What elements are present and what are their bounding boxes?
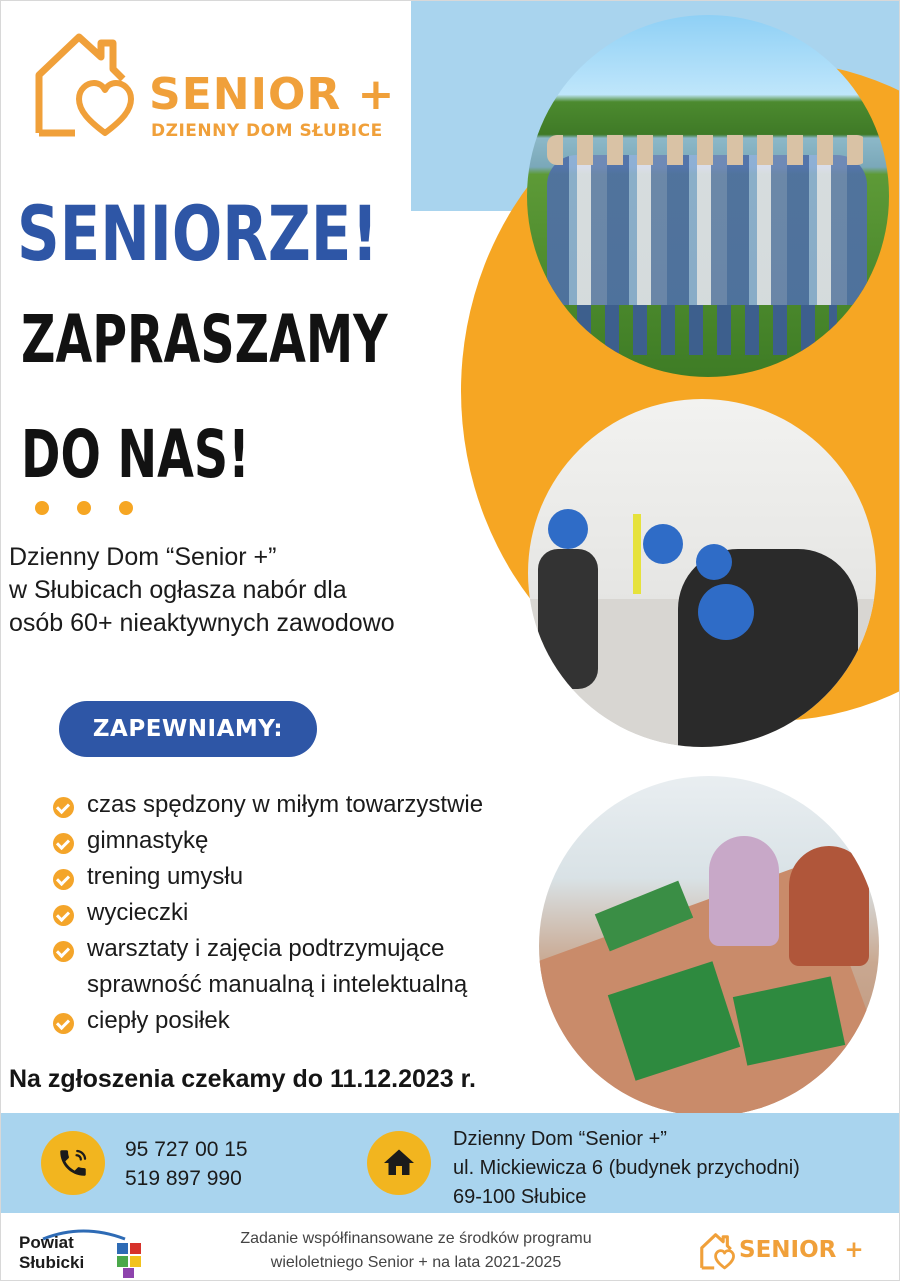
check-icon [53, 905, 74, 926]
home-icon [367, 1131, 431, 1195]
check-icon [53, 833, 74, 854]
check-icon [53, 797, 74, 818]
senior-plus-small-logo [699, 1229, 889, 1275]
headline-to-us: DO NAS! [21, 416, 250, 493]
list-item: ciepły posiłek [53, 1003, 573, 1039]
photo-exercise-class [528, 399, 876, 747]
powiat-text: Powiat [19, 1233, 74, 1252]
senior-plus-logo [31, 29, 411, 149]
logo-subtitle: DZIENNY DOM SŁUBICE [151, 121, 383, 141]
check-icon [53, 941, 74, 962]
photo-group-by-lake [527, 15, 889, 377]
photo-craft-workshop [539, 776, 879, 1116]
house-heart-icon [31, 29, 141, 139]
decorative-dots [35, 501, 133, 515]
intro-line: osób 60+ nieaktywnych zawodowo [9, 609, 395, 637]
address-line: 69-100 Słubice [453, 1186, 587, 1208]
list-item: trening umysłu [53, 859, 573, 895]
phone-number: 519 897 990 [125, 1167, 242, 1190]
powiat-text: Słubicki [19, 1253, 85, 1272]
list-item: czas spędzony w miłym towarzystwie [53, 787, 573, 823]
house-heart-icon [699, 1231, 737, 1271]
intro-line: Dzienny Dom “Senior +” [9, 543, 277, 571]
phone-icon [41, 1131, 105, 1195]
address-line: ul. Mickiewicza 6 (budynek przychodni) [453, 1157, 800, 1179]
check-icon [53, 869, 74, 890]
funding-line: Zadanie współfinansowane ze środków programu [240, 1230, 592, 1247]
headline-seniors: SENIORZE! [17, 189, 379, 278]
logo-title: SENIOR + [149, 69, 396, 120]
intro-line: w Słubicach ogłasza nabór dla [9, 576, 347, 604]
small-logo-text: SENIOR + [739, 1237, 864, 1263]
list-item: gimnastykę [53, 823, 573, 859]
headline-invite: ZAPRASZAMY [21, 301, 388, 378]
funding-note [181, 1227, 651, 1275]
address-line: Dzienny Dom “Senior +” [453, 1128, 667, 1150]
list-item: wycieczki [53, 895, 573, 931]
funding-line: wieloletniego Senior + na lata 2021-2025 [270, 1254, 562, 1271]
list-item: warsztaty i zajęcia podtrzymujące sprawność manualną i intelektualną [53, 931, 573, 1003]
powiat-slubicki-logo [13, 1227, 163, 1277]
phone-numbers [125, 1135, 248, 1193]
phone-number: 95 727 00 15 [125, 1138, 248, 1161]
check-icon [53, 1013, 74, 1034]
deadline-text: Na zgłoszenia czekamy do 11.12.2023 r. [9, 1065, 476, 1093]
benefits-list [53, 787, 573, 1039]
offer-label-badge: ZAPEWNIAMY: [59, 701, 317, 757]
address [453, 1125, 800, 1212]
intro-text [9, 541, 529, 640]
